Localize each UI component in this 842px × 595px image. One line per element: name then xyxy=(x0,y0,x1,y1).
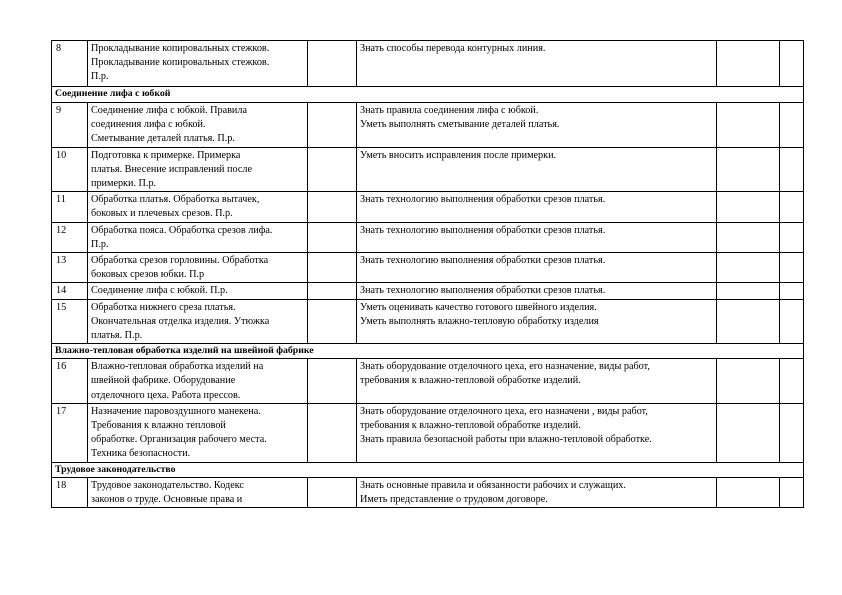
lesson-number: 16 xyxy=(52,359,88,404)
lesson-topic: Обработка платья. Обработка вытачек, боковых и плечевых срезов. П.р. xyxy=(88,192,308,222)
lesson-skills: Знать способы перевода контурных линия. xyxy=(357,41,717,87)
lesson-skills: Уметь вносить исправления после примерки. xyxy=(357,147,717,192)
table-row xyxy=(52,192,804,222)
section-title: Соединение лифа с юбкой xyxy=(52,87,804,103)
lesson-number: 12 xyxy=(52,222,88,252)
notes-cell xyxy=(780,192,804,222)
lesson-number: 11 xyxy=(52,192,88,222)
section-title: Трудовое законодательство xyxy=(52,462,804,477)
date-cell xyxy=(717,299,780,344)
table-row xyxy=(52,147,804,192)
table-row xyxy=(52,253,804,283)
table-body xyxy=(52,41,804,508)
section-row xyxy=(52,344,804,359)
table-row xyxy=(52,103,804,148)
hours-cell xyxy=(308,283,357,299)
hours-cell xyxy=(308,359,357,404)
lesson-topic: Прокладывание копировальных стежков. Прокладывание копировальных стежков. П.р. xyxy=(88,41,308,87)
table-row xyxy=(52,477,804,507)
hours-cell xyxy=(308,299,357,344)
notes-cell xyxy=(780,359,804,404)
lesson-topic: Обработка срезов горловины. Обработка боковых срезов юбки. П.р xyxy=(88,253,308,283)
hours-cell xyxy=(308,103,357,148)
hours-cell xyxy=(308,147,357,192)
notes-cell xyxy=(780,103,804,148)
lesson-skills: Знать технологию выполнения обработки срезов платья. xyxy=(357,253,717,283)
section-row xyxy=(52,87,804,103)
lesson-number: 8 xyxy=(52,41,88,87)
lesson-topic: Назначение паровоздушного манекена. Требования к влажно тепловой обработке. Организация рабочего места. Техника безопасности. xyxy=(88,403,308,462)
lesson-topic: Влажно-тепловая обработка изделий на швейной фабрике. Оборудование отделочного цеха. Работа прессов. xyxy=(88,359,308,404)
date-cell xyxy=(717,192,780,222)
notes-cell xyxy=(780,299,804,344)
table-row xyxy=(52,222,804,252)
notes-cell xyxy=(780,147,804,192)
lesson-topic: Обработка пояса. Обработка срезов лифа. П.р. xyxy=(88,222,308,252)
lesson-number: 9 xyxy=(52,103,88,148)
lesson-number: 14 xyxy=(52,283,88,299)
date-cell xyxy=(717,403,780,462)
lesson-topic: Обработка нижнего среза платья. Окончательная отделка изделия. Утюжка платья. П.р. xyxy=(88,299,308,344)
date-cell xyxy=(717,103,780,148)
lesson-number: 10 xyxy=(52,147,88,192)
lesson-number: 17 xyxy=(52,403,88,462)
table-row xyxy=(52,41,804,87)
lesson-skills: Знать технологию выполнения обработки срезов платья. xyxy=(357,222,717,252)
date-cell xyxy=(717,253,780,283)
lesson-number: 13 xyxy=(52,253,88,283)
hours-cell xyxy=(308,403,357,462)
lesson-topic: Подготовка к примерке. Примерка платья. Внесение исправлений после примерки. П.р. xyxy=(88,147,308,192)
lesson-topic: Соединение лифа с юбкой. П.р. xyxy=(88,283,308,299)
section-row xyxy=(52,462,804,477)
notes-cell xyxy=(780,41,804,87)
hours-cell xyxy=(308,192,357,222)
date-cell xyxy=(717,147,780,192)
lesson-skills: Знать основные правила и обязанности рабочих и служащих. Иметь представление о трудовом договоре. xyxy=(357,477,717,507)
lesson-skills: Уметь оценивать качество готового швейного изделия. Уметь выполнять влажно-тепловую обработку изделия xyxy=(357,299,717,344)
date-cell xyxy=(717,222,780,252)
lesson-topic: Соединение лифа с юбкой. Правила соединения лифа с юбкой. Сметывание деталей платья. П.р. xyxy=(88,103,308,148)
lesson-skills: Знать оборудование отделочного цеха, его назначение, виды работ, требования к влажно-тепловой обработке изделий. xyxy=(357,359,717,404)
date-cell xyxy=(717,41,780,87)
lesson-number: 18 xyxy=(52,477,88,507)
curriculum-table xyxy=(51,40,804,508)
table-row xyxy=(52,403,804,462)
notes-cell xyxy=(780,253,804,283)
hours-cell xyxy=(308,477,357,507)
lesson-skills: Знать правила соединения лифа с юбкой. Уметь выполнять сметывание деталей платья. xyxy=(357,103,717,148)
notes-cell xyxy=(780,477,804,507)
lesson-topic: Трудовое законодательство. Кодекс законов о труде. Основные права и xyxy=(88,477,308,507)
table-row xyxy=(52,359,804,404)
lesson-skills: Знать технологию выполнения обработки срезов платья. xyxy=(357,192,717,222)
notes-cell xyxy=(780,283,804,299)
hours-cell xyxy=(308,222,357,252)
lesson-skills: Знать технологию выполнения обработки срезов платья. xyxy=(357,283,717,299)
hours-cell xyxy=(308,41,357,87)
section-title: Влажно-тепловая обработка изделий на швейной фабрике xyxy=(52,344,804,359)
date-cell xyxy=(717,477,780,507)
date-cell xyxy=(717,283,780,299)
date-cell xyxy=(717,359,780,404)
lesson-number: 15 xyxy=(52,299,88,344)
table-row xyxy=(52,283,804,299)
notes-cell xyxy=(780,222,804,252)
table-row xyxy=(52,299,804,344)
hours-cell xyxy=(308,253,357,283)
lesson-skills: Знать оборудование отделочного цеха, его назначени , виды работ, требования к влажно-тепловой обработке изделий. Знать правила безопасной работы при влажно-тепловой обработке. xyxy=(357,403,717,462)
notes-cell xyxy=(780,403,804,462)
